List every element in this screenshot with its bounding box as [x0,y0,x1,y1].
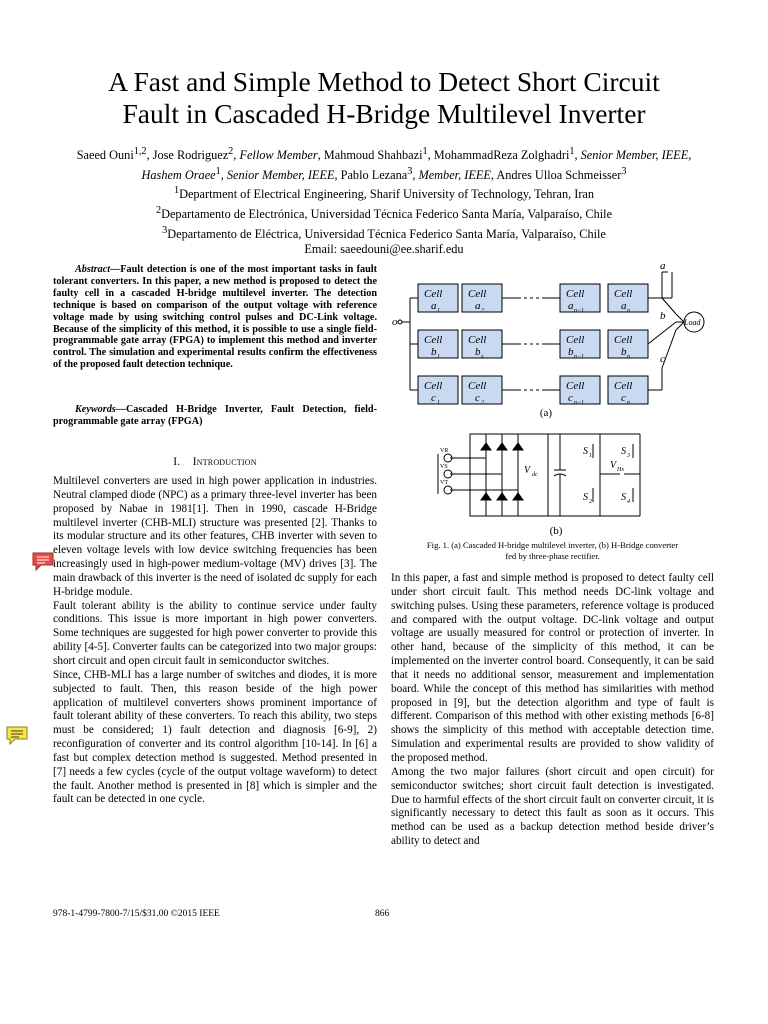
figure-caption [391,540,714,563]
cell-id: a [475,300,481,312]
page-number: 866 [375,909,390,919]
author-email: Email: saeedouni@ee.sharif.edu [304,242,464,257]
vh-label: V [610,460,617,471]
cell-label: Cell [614,380,633,392]
switch-sub: 3 [627,453,630,459]
affiliation-3 [60,223,708,243]
affiliation-2 [60,203,708,223]
cell-sub: n [627,400,630,406]
vdc-sub: dc [532,472,538,478]
cell-label: Cell [424,288,443,300]
author-role: , Senior Member, IEEE [220,167,335,182]
switch-label: S [621,492,626,503]
cell-id: b [621,346,627,358]
load-label: Load [684,318,701,327]
cell-id: a [431,300,437,312]
section-number: I. [173,456,181,468]
switch-sub: 1 [589,453,592,459]
cell-id: a [568,300,574,312]
author-sup: 2 [228,146,234,157]
vdc-label: V [524,465,531,476]
phase-b-label: b [660,310,666,322]
abstract-label: Abstract [75,264,111,275]
cell-id: c [475,392,480,404]
source-label: VS [440,464,448,470]
subfigure-a-label: (a) [539,407,553,419]
paper-title [0,66,768,130]
cell-sub: 1 [437,400,440,406]
abstract-text: —Fault detection is one of the most important tasks in fault tolerant converters. In this paper, a new method is proposed to detect the faulty cell in a cascaded H-bridge multilevel inverter. The detection technique is based on comparison of the output voltage with reference voltage made by using switching control pulses and DC-Link voltage. Because of the simplicity of this method, it is possible to use a single field-programmable gate array (FPGA) to implement this method and inverter control. The simulation and experimental results confirm the effectiveness of the proposed fault detection technique. [53,264,377,371]
keywords-text: —Cascaded H-Bridge Inverter, Fault Detection, field-programmable gate array (FPGA) [53,404,377,427]
cell-label: Cell [566,334,585,346]
diode-icon [513,443,523,450]
cell-label: Cell [614,334,633,346]
cell-label: Cell [566,380,585,392]
cell-label: Cell [614,288,633,300]
cell-label: Cell [468,288,487,300]
switch-label: S [583,446,588,457]
paragraph: Since, CHB-MLI has a large number of switches and diodes, it is more subjected to fault. Then, this reason beside of the high power application of multilevel converters shows prominent importance of fault tolerant ability of these converters. To reach this ability, two steps must be considered; 1) fault detection and diagnosis [6-9], 2) reconfiguration of converter and its control algorithm [10-14]. In [6] a fast but complex detection method is suggested. Method presented in [7] needs a few cycles (cycle of the output voltage waveform) to detect the fault. Another method is presented in [8] which is simpler and the fault can be detected in one cycle. [53,668,377,806]
affiliation-text: Department of Electrical Engineering, Sharif University of Technology, Tehran, Iran [179,187,595,202]
affiliation-sup: 2 [155,205,162,217]
cell-id: c [621,392,626,404]
author-sup: 1,2 [133,146,147,157]
cell-id: b [475,346,481,358]
author-sup: 3 [621,165,627,177]
cell-id: b [431,346,437,358]
affiliation-sup: 1 [173,185,180,197]
abstract [53,264,377,371]
affiliation-1 [60,183,708,203]
source-label: VR [440,448,449,454]
subfigure-b-label: (b) [549,525,563,537]
cell-id: c [431,392,436,404]
figure-svg [388,258,714,540]
diode-icon [497,443,507,450]
author-sup: 1 [215,165,221,177]
row-a-cells [418,272,672,312]
cell-sub: 2 [481,308,484,314]
right-column-body [391,572,714,849]
left-column-body [53,475,377,807]
author-role: , Member, IEEE [412,167,491,182]
switch-sub: 2 [589,499,592,505]
author-sup: 1 [569,146,575,157]
caption-line-2: fed by three-phase rectifier. [505,551,600,562]
cell-sub: n [627,354,630,360]
paragraph: Among the two major failures (short circuit and open circuit) for semiconductor switches; short circuit fault detection is investigated. Due to harmful effects of the short circuit fault on converter circuit, it is significantly necessary to detect this fault as soon as it occurs. This method can be used as a backup detection method beside driver’s ability to detect and [391,765,714,848]
cell-label: Cell [468,380,487,392]
hbridge-labels [440,446,630,505]
title-line-2: Fault in Cascaded H-Bridge Multilevel Inverter [122,98,646,129]
diode-icon [481,493,491,500]
author-name: , MohammadReza Zolghadri [427,148,570,163]
cell-sub: 1 [437,308,440,314]
author-name: Hashem Oraee [141,167,216,182]
author-sup: 1 [422,146,428,157]
author-line-2 [60,164,708,184]
author-line-1 [60,144,708,164]
source-label: VT [440,480,448,486]
cell-sub: n−1 [574,354,585,360]
affiliation-text: Departamento de Electrónica, Universidad Técnica Federico Santa María, Valparaíso, Chile [161,207,613,222]
comment-icon[interactable] [5,725,29,745]
hbridge-diagram [438,434,640,516]
node-o-label: o [392,316,398,328]
comment-icon[interactable] [31,551,55,571]
cell-label: Cell [468,334,487,346]
switch-sub: 4 [627,499,630,505]
caption-line-1: Fig. 1. (a) Cascaded H-bridge multilevel inverter, (b) H-Bridge converter [426,540,679,550]
switch-label: S [583,492,588,503]
paragraph: Fault tolerant ability is the ability to continue service under faulty conditions. This issue is more important in high power converters. Some techniques are suggested for high power converter to provide this ability [4-5]. Converter faults can be categorized into two major groups: short circuit and open circuit fault in semiconductor switches. [53,599,377,667]
switch-label: S [621,446,626,457]
keywords-label: Keywords [75,404,116,415]
cell-sub: n−1 [574,400,585,406]
keywords [53,404,377,428]
author-sup: 3 [407,165,413,177]
cell-label: Cell [424,380,443,392]
cell-id: c [568,392,573,404]
title-line-1: A Fast and Simple Method to Detect Short Circuit [108,66,660,97]
cell-id: b [568,346,574,358]
author-role: , Senior Member, IEEE, [574,148,692,163]
phase-c-label: c [660,353,665,365]
section-title: Introduction [192,456,257,468]
cascaded-inverter-diagram [398,272,704,404]
author-name: , Andres Ulloa Schmeisser [490,167,622,182]
diode-icon [497,493,507,500]
cell-sub: x [481,354,484,360]
author-name: Saeed Ouni [76,148,134,163]
author-name: , Jose Rodriguez [146,148,229,163]
figure-1 [388,258,714,540]
cell-id: a [621,300,627,312]
cell-label: Cell [566,288,585,300]
phase-a-label: a [660,260,666,272]
cell-sub: n [627,308,630,314]
footer-isbn: 978-1-4799-7800-7/15/$31.00 ©2015 IEEE [53,909,220,919]
section-heading [53,456,377,468]
author-role: , Fellow Member [233,148,318,163]
diode-icon [481,443,491,450]
author-name: , Mahmoud Shahbazi [317,148,423,163]
author-block [60,144,708,258]
author-name: , Pablo Lezana [334,167,408,182]
paragraph: In this paper, a fast and simple method is proposed to detect faulty cell under short circuit fault. This method needs DC-link voltage and switching pulses. Using these parameters, reference voltage is produced and compared with the output voltage. DC-link voltage and output voltage are usually measured for control or protection of inverter. In other hand, because of the simplicity of this method, it can be implemented on the inverter control board. Consequently, it can be said that it needs no additional sensor, measurement and implementation board. While the concept of this method has similarities with method proposed in [9], but the detection algorithm and type of fault is different. Comparison of this method with other existing methods [6-8] shows the simplicity of this method with acceptable detection time. Simulation and experimental results are provided to show validity of the proposed method. [391,572,714,764]
affiliation-text: Departamento de Eléctrica, Universidad Técnica Federico Santa María, Valparaíso, Chile [167,226,606,241]
cell-sub: 2 [481,400,484,406]
affiliation-sup: 3 [162,224,168,236]
vh-sub: Hx [617,467,624,473]
cell-sub: 1 [437,354,440,360]
paragraph: Multilevel converters are used in high power application in industries. Neutral clamped diode (NPC) as a primary three-level inverter has been proposed by Nabae in 1981[1]. Then in 1990, cascade H-Bridge multilevel inverter (CHB-MLI) structure was presented [2]. Thanks to its modular structure and its other features, CHB inverter with seven to eleven voltage levels with low device switching frequencies has been increasingly used in high-power medium-voltage (MV) drives [3]. The main drawback of this inverter is the need of isolated dc supply for each H-bridge module. [53,475,377,598]
diode-icon [513,493,523,500]
cell-label: Cell [424,334,443,346]
cell-sub: n−1 [574,308,585,314]
